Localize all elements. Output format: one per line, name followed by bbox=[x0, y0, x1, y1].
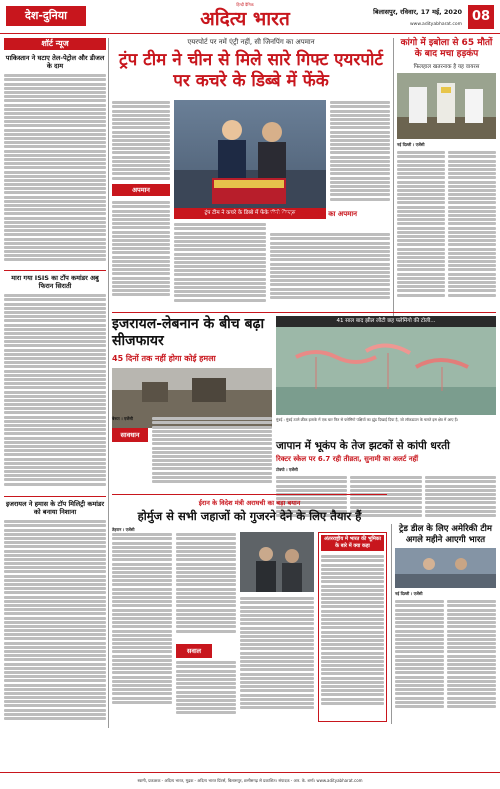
short-news-item2-title: मारा गया ISIS का टॉप कमांडर अबु फिरान सिराती bbox=[11, 274, 99, 290]
flamingo-photo-illustration bbox=[276, 327, 496, 415]
flamingo-banner: 41 साल बाद झील लौटी छह फ्लेमिंगो की टोली... bbox=[276, 316, 496, 327]
iran-photo-illustration bbox=[240, 532, 314, 592]
lead-body-col2 bbox=[330, 100, 390, 208]
israel-dateline: बेरूत । एजेंसी bbox=[112, 416, 133, 421]
iran-body-col2b bbox=[176, 660, 236, 722]
lead-body-col4 bbox=[270, 232, 390, 306]
japan-subhead: रिक्टर स्केल पर 6.7 रही तीव्रता, सुनामी का अलर्ट नहीं bbox=[276, 455, 419, 463]
lead-subtitle: अमेरिका ने किया चीन का अपमान bbox=[270, 210, 358, 218]
flamingo-photo bbox=[276, 327, 496, 415]
short-news-column bbox=[4, 38, 106, 723]
lead-body-col1b bbox=[112, 200, 170, 304]
ebola-photo bbox=[397, 73, 496, 139]
ebola-photo-illustration bbox=[397, 73, 496, 139]
footer bbox=[0, 772, 500, 789]
iran-dateline: तेहरान । एजेंसी bbox=[112, 527, 135, 532]
iran-ribbon: सवाल bbox=[176, 644, 212, 658]
trade-body bbox=[395, 599, 496, 719]
short-news-label: शॉर्ट न्यूज bbox=[4, 38, 106, 50]
trade-headline: ट्रेड डील के लिए अमेरिकी टीम अगले महीने आएगी भारत bbox=[399, 524, 492, 545]
lead-ribbon: अपमान bbox=[112, 184, 170, 196]
flamingo-caption: मुंबई : मुंबई ठाणे क्रीक इलाके में एक बार फिर से फ्लेमिंगो पक्षियों का झुंड दिखाई दिया है, जो लॉकडाउन के चलते इस क्षेत्र में आए हैं। bbox=[276, 417, 459, 422]
trade-dateline: नई दिल्ली । एजेंसी bbox=[395, 591, 423, 596]
masthead bbox=[0, 0, 500, 34]
ebola-headline: कांगो में इबोला से 65 मौतों के बाद मचा हड़कंप bbox=[400, 38, 493, 59]
short-news-item3-title: इजरायल ने हमास के टॉप मिलिट्री कमांडर को बनाया निशाना bbox=[5, 500, 105, 516]
short-news-item3-body bbox=[4, 519, 106, 729]
date-line: बिलासपुर, रविवार, 17 मई, 2020 bbox=[373, 8, 462, 16]
logo-text: अदित्य भारत bbox=[200, 8, 290, 30]
iran-box-title: अंतरराष्ट्रीय में भारत की भूमिका के बारे में क्या कहा bbox=[321, 535, 384, 551]
israel-body bbox=[152, 416, 272, 490]
iran-side-box bbox=[318, 532, 387, 722]
short-news-item2-body bbox=[4, 293, 106, 493]
trade-photo-illustration bbox=[395, 548, 496, 588]
iran-body-col3 bbox=[240, 596, 314, 722]
iran-box-body bbox=[321, 554, 384, 722]
israel-subhead: 45 दिनों तक नहीं होगा कोई हमला bbox=[112, 354, 216, 363]
ebola-story bbox=[397, 38, 496, 316]
short-news-item1-body bbox=[4, 73, 106, 267]
page-number: 08 bbox=[468, 5, 494, 29]
israel-story bbox=[112, 316, 272, 490]
lead-photo-caption: ट्रंप टीम ने कचरे के डिब्बे में फेंके चीनी गिफ्ट्स bbox=[174, 208, 326, 219]
logo bbox=[165, 2, 325, 32]
footer-text: स्वामी, प्रकाशक - अदित्य भारत, मुद्रक - अदित्य भारत प्रिंटर्स, बिलासपुर, छत्तीसगढ़ से प्रकाशित। संपादक - आर. के. शर्मा। www.adityabharat.com bbox=[137, 778, 363, 783]
short-news-item1-title: पाकिस्तान ने घटाए तेल-पेट्रोल और डीजल के दाम bbox=[5, 54, 105, 70]
iran-photo bbox=[240, 532, 314, 592]
trade-story bbox=[395, 524, 496, 724]
flamingo-story bbox=[276, 316, 496, 436]
iran-story bbox=[112, 498, 387, 726]
iran-kicker: ईरान के विदेश मंत्री अराघची का बड़ा बयान bbox=[198, 499, 301, 507]
logo-small: हिन्दी दैनिक bbox=[236, 2, 254, 7]
lead-photo bbox=[174, 100, 326, 208]
israel-headline: इजरायल-लेबनान के बीच बढ़ा सीजफायर bbox=[112, 316, 265, 349]
trade-photo bbox=[395, 548, 496, 588]
japan-headline: जापान में भूकंप के तेज झटकों से कांपी धरती bbox=[276, 440, 450, 452]
section-tag: देश-दुनिया bbox=[6, 6, 86, 26]
ebola-subhead: फिलहाल खतरनाक है यह वायरस bbox=[413, 64, 480, 70]
israel-ribbon: सावधान bbox=[112, 428, 148, 442]
japan-dateline: टोक्यो । एजेंसी bbox=[276, 467, 298, 472]
lead-photo-illustration bbox=[174, 100, 326, 208]
lead-body-col3 bbox=[174, 222, 266, 306]
iran-headline: होर्मुज से सभी जहाजों को गुजरने देने के लिए तैयार हैं bbox=[137, 509, 362, 523]
lead-kicker: एयरपोर्ट पर नमें एंट्री नहीं, सी जिनपिंग का अपमान bbox=[187, 38, 315, 46]
iran-body-col2 bbox=[176, 532, 236, 642]
ebola-body bbox=[397, 150, 496, 310]
lead-headline: ट्रंप टीम ने चीन से मिले सारे गिफ्ट एयरपोर्ट पर कचरे के डिब्बे में फेंके bbox=[119, 50, 383, 91]
lead-body-col1 bbox=[112, 100, 170, 182]
website: www.adityabharat.com bbox=[410, 22, 462, 27]
ebola-dateline: नई दिल्ली । एजेंसी bbox=[397, 142, 425, 147]
iran-body-col1 bbox=[112, 532, 172, 722]
lead-story bbox=[112, 38, 390, 308]
